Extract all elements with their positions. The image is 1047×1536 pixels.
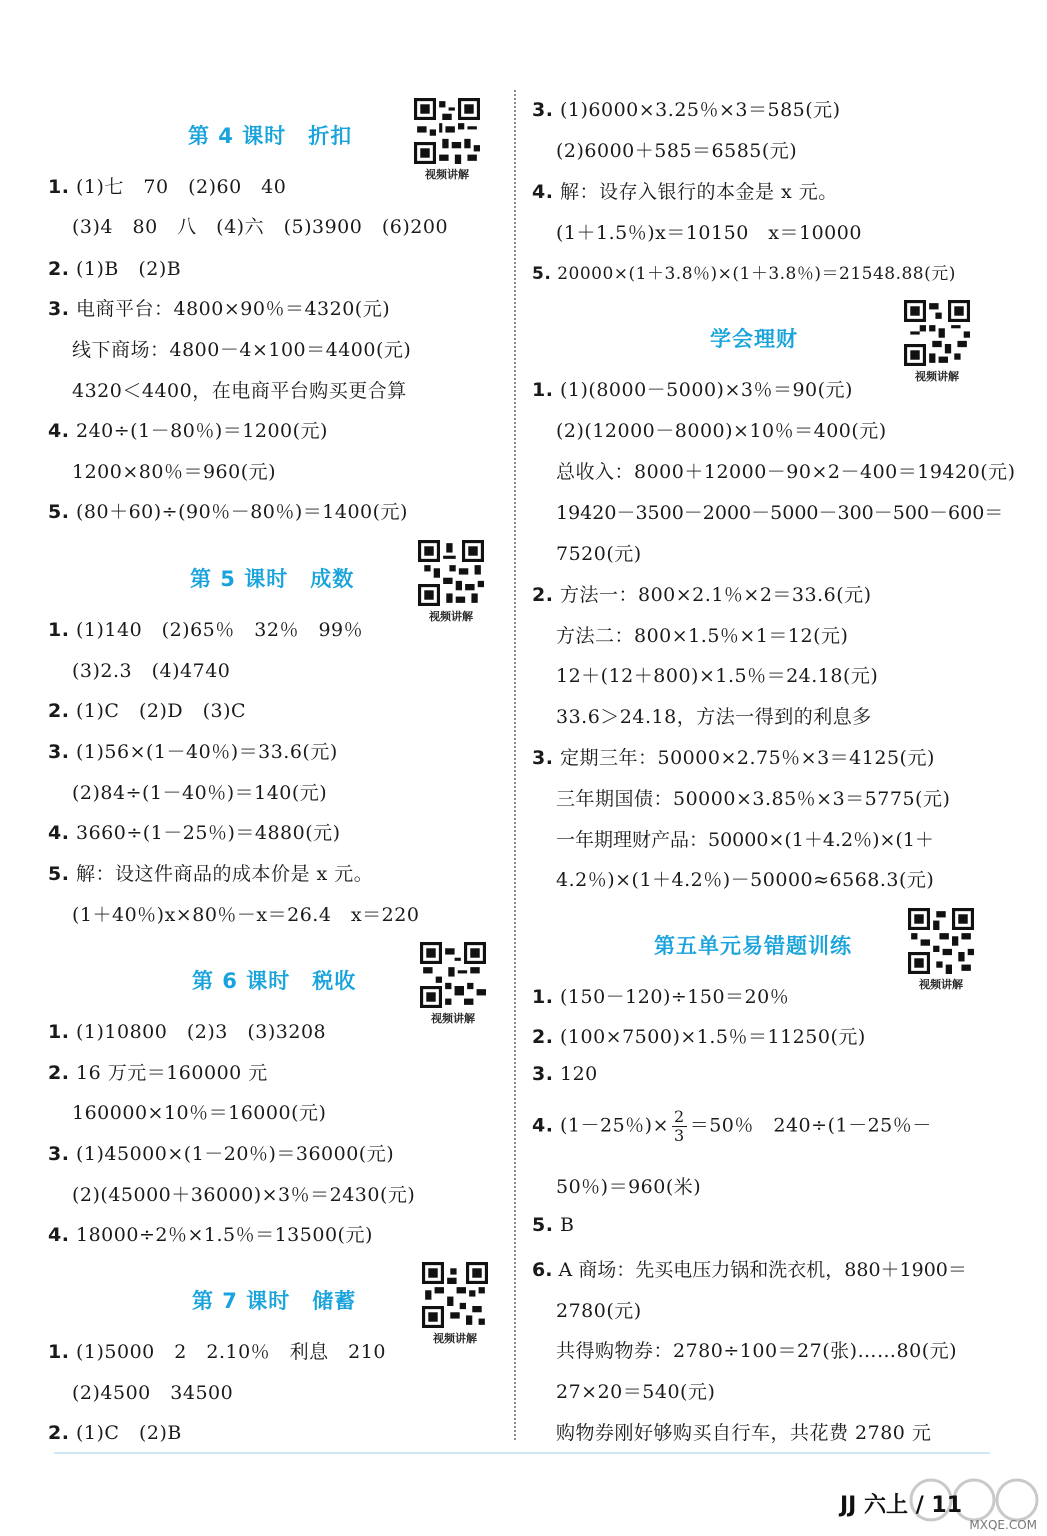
answer-line: 3. (1)56×(1－40％)＝33.6(元) [48,741,338,763]
answer-line: 1. (1)5000 2 2.10％ 利息 210 [48,1341,386,1363]
answer-line: 3. 定期三年：50000×2.75％×3＝4125(元) [532,747,935,769]
answer-line: 160000×10％＝16000(元) [72,1102,327,1124]
answer-line: 4.2％)×(1＋4.2％)－50000≈6568.3(元) [556,869,935,891]
answer-line: 19420－3500－2000－5000－300－500－600＝ [556,502,1004,524]
answer-line: 1. (1)(8000－5000)×3％＝90(元) [532,379,853,401]
answer-line: 3. 120 [532,1063,598,1085]
answer-line: 5. B [532,1214,575,1236]
answer-line: 12＋(12＋800)×1.5％＝24.18(元) [556,665,879,687]
answer-line: (2)(45000＋36000)×3％＝2430(元) [72,1184,416,1206]
answer-line: 4. 18000÷2％×1.5％＝13500(元) [48,1224,373,1246]
answer-line: 三年期国债：50000×3.85％×3＝5775(元) [556,788,951,810]
qr-label: 视频讲解 [915,370,959,383]
answer-line: 2. 方法一：800×2.1％×2＝33.6(元) [532,584,872,606]
qr-code-icon [904,300,970,366]
answer-line: 1. (1)10800 (2)3 (3)3208 [48,1021,327,1043]
answer-line: 4. 3660÷(1－25％)＝4880(元) [48,822,341,844]
answer-line: 1200×80％＝960(元) [72,461,277,483]
answer-line: 共得购物券：2780÷100＝27(张)……80(元) [556,1340,958,1362]
watermark-text: MXQE.COM [969,1518,1037,1532]
answer-line: 7520(元) [556,543,642,565]
answer-line: 2. (1)C (2)D (3)C [48,700,247,722]
section-title-finance: 学会理财 [710,327,798,351]
page-number: JJ 六上 / 11 [840,1493,962,1518]
qr-code-icon [414,98,480,164]
answer-line: 27×20＝540(元) [556,1381,716,1403]
qr-code-lesson5[interactable] [418,540,484,624]
answer-line: 3. (1)6000×3.25％×3＝585(元) [532,99,841,121]
answer-line: 1. (1)七 70 (2)60 40 [48,176,287,198]
answer-line: 5. (80＋60)÷(90％－80％)＝1400(元) [48,501,408,523]
qr-label: 视频讲解 [919,978,963,991]
answer-line: 2. (1)C (2)B [48,1422,182,1444]
section-title-lesson6: 第 6 课时 税收 [192,969,357,993]
qr-code-lesson6[interactable] [420,942,486,1026]
section-title-unit5: 第五单元易错题训练 [654,934,852,958]
answer-line: 3. 电商平台：4800×90％＝4320(元) [48,298,391,320]
answer-line: 33.6＞24.18，方法一得到的利息多 [556,706,872,728]
answer-line: 总收入：8000＋12000－90×2－400＝19420(元) [556,461,1016,483]
answer-line: (2)(12000－8000)×10％＝400(元) [556,420,887,442]
section-title-lesson7: 第 7 课时 储蓄 [192,1289,357,1313]
qr-label: 视频讲解 [433,1332,477,1345]
answer-line: (3)4 80 八 (4)六 (5)3900 (6)200 [72,216,449,238]
answer-line: 4. 240÷(1－80％)＝1200(元) [48,420,328,442]
answer-line: 6. A 商场：先买电压力锅和洗衣机，880＋1900＝ [532,1259,967,1281]
answer-line: 2780(元) [556,1300,642,1322]
qr-code-lesson7[interactable] [422,1262,488,1346]
answer-line: 3. (1)45000×(1－20％)＝36000(元) [48,1143,395,1165]
qr-label: 视频讲解 [429,610,473,623]
qr-code-lesson4[interactable] [414,98,480,182]
qr-code-icon [418,540,484,606]
qr-code-unit5[interactable] [908,908,974,992]
answer-line: 一年期理财产品：50000×(1＋4.2％)×(1＋ [556,829,934,851]
answer-line: 50％)＝960(米) [556,1176,702,1198]
answer-line: 方法二：800×1.5％×1＝12(元) [556,625,849,647]
qr-label: 视频讲解 [425,168,469,181]
answer-line: 2. 16 万元＝160000 元 [48,1062,268,1084]
answer-line: (2)84÷(1－40％)＝140(元) [72,782,328,804]
answer-line: (1＋1.5％)x＝10150 x＝10000 [556,222,862,244]
fraction: $\frac{2}{3}$ [674,1107,685,1145]
answer-line: 5. 解：设这件商品的成本价是 x 元。 [48,863,374,885]
qr-code-finance[interactable] [904,300,970,384]
qr-code-icon [422,1262,488,1328]
answer-line: (3)2.3 (4)4740 [72,660,231,682]
column-divider [514,90,516,1440]
qr-code-icon [908,908,974,974]
answer-line: 购物券刚好够购买自行车，共花费 2780 元 [556,1422,932,1444]
section-title-lesson5: 第 5 课时 成数 [190,567,355,591]
answer-line: (1＋40％)x×80％－x＝26.4 x＝220 [72,904,420,926]
answer-line: 2. (1)B (2)B [48,258,182,280]
answer-line: 1. (1)140 (2)65％ 32％ 99％ [48,619,364,641]
footer-rule [54,1452,990,1454]
answer-line: 2. (100×7500)×1.5％＝11250(元) [532,1026,866,1048]
answer-line-fraction: 4. (1－25％)× $\frac{2}{3}$ ＝50％ 240÷(1－25％－ [532,1107,932,1145]
qr-label: 视频讲解 [431,1012,475,1025]
section-title-lesson4: 第 4 课时 折扣 [188,124,353,148]
answer-line: (2)4500 34500 [72,1382,234,1404]
answer-line: 1. (150－120)÷150＝20％ [532,986,790,1008]
answer-line: 线下商场：4800－4×100＝4400(元) [72,339,412,361]
answer-line: 4320＜4400，在电商平台购买更合算 [72,380,407,402]
answer-line: (2)6000＋585＝6585(元) [556,140,798,162]
qr-code-icon [420,942,486,1008]
answer-line: 4. 解：设存入银行的本金是 x 元。 [532,181,838,203]
answer-line: 5. 20000×(1＋3.8％)×(1＋3.8％)＝21548.88(元) [532,264,956,284]
